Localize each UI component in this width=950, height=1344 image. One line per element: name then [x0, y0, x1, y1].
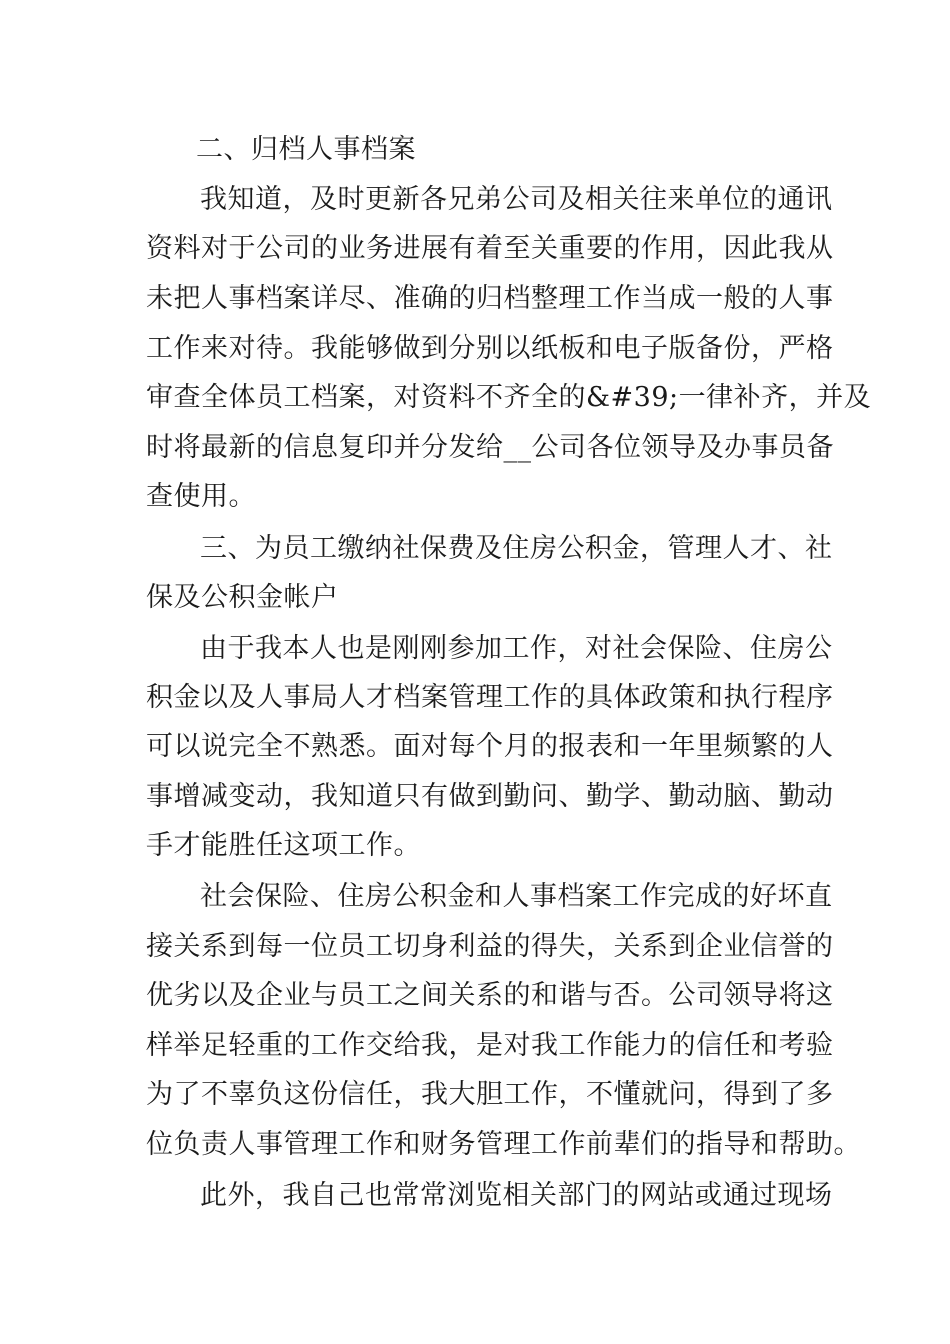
paragraph-line: 工作来对待。我能够做到分别以纸板和电子版备份，严格: [146, 333, 834, 364]
paragraph-line: 手才能胜任这项工作。: [146, 830, 421, 861]
paragraph-line: 可以说完全不熟悉。面对每个月的报表和一年里频繁的人: [146, 731, 834, 762]
paragraph-line: 审查全体员工档案，对资料不齐全的&#39;一律补齐，并及: [146, 382, 872, 413]
paragraph-line: 样举足轻重的工作交给我，是对我工作能力的信任和考验: [146, 1030, 834, 1061]
paragraph-line: 资料对于公司的业务进展有着至关重要的作用，因此我从: [146, 233, 834, 264]
paragraph-line: 时将最新的信息复印并分发给__公司各位领导及办事员备: [146, 432, 834, 463]
paragraph-line: 位负责人事管理工作和财务管理工作前辈们的指导和帮助。: [146, 1129, 861, 1160]
paragraph-line: 优劣以及企业与员工之间关系的和谐与否。公司领导将这: [146, 980, 834, 1011]
paragraph-line: 未把人事档案详尽、准确的归档整理工作当成一般的人事: [146, 283, 834, 314]
section-heading-2: 二、归档人事档案: [196, 134, 416, 165]
paragraph-line: 查使用。: [146, 481, 256, 512]
paragraph-line: 由于我本人也是刚刚参加工作，对社会保险、住房公: [200, 633, 833, 664]
paragraph-line: 积金以及人事局人才档案管理工作的具体政策和执行程序: [146, 682, 834, 713]
paragraph-line: 社会保险、住房公积金和人事档案工作完成的好坏直: [200, 881, 833, 912]
paragraph-line: 接关系到每一位员工切身利益的得失，关系到企业信誉的: [146, 931, 834, 962]
paragraph-line: 为了不辜负这份信任，我大胆工作，不懂就问，得到了多: [146, 1079, 834, 1110]
paragraph-line: 我知道，及时更新各兄弟公司及相关往来单位的通讯: [200, 184, 833, 215]
paragraph-line: 此外，我自己也常常浏览相关部门的网站或通过现场: [200, 1180, 833, 1211]
paragraph-line: 事增减变动，我知道只有做到勤问、勤学、勤动脑、勤动: [146, 781, 834, 812]
section-heading-3: 三、为员工缴纳社保费及住房公积金，管理人才、社: [200, 533, 833, 564]
section-heading-3-cont: 保及公积金帐户: [146, 582, 339, 613]
